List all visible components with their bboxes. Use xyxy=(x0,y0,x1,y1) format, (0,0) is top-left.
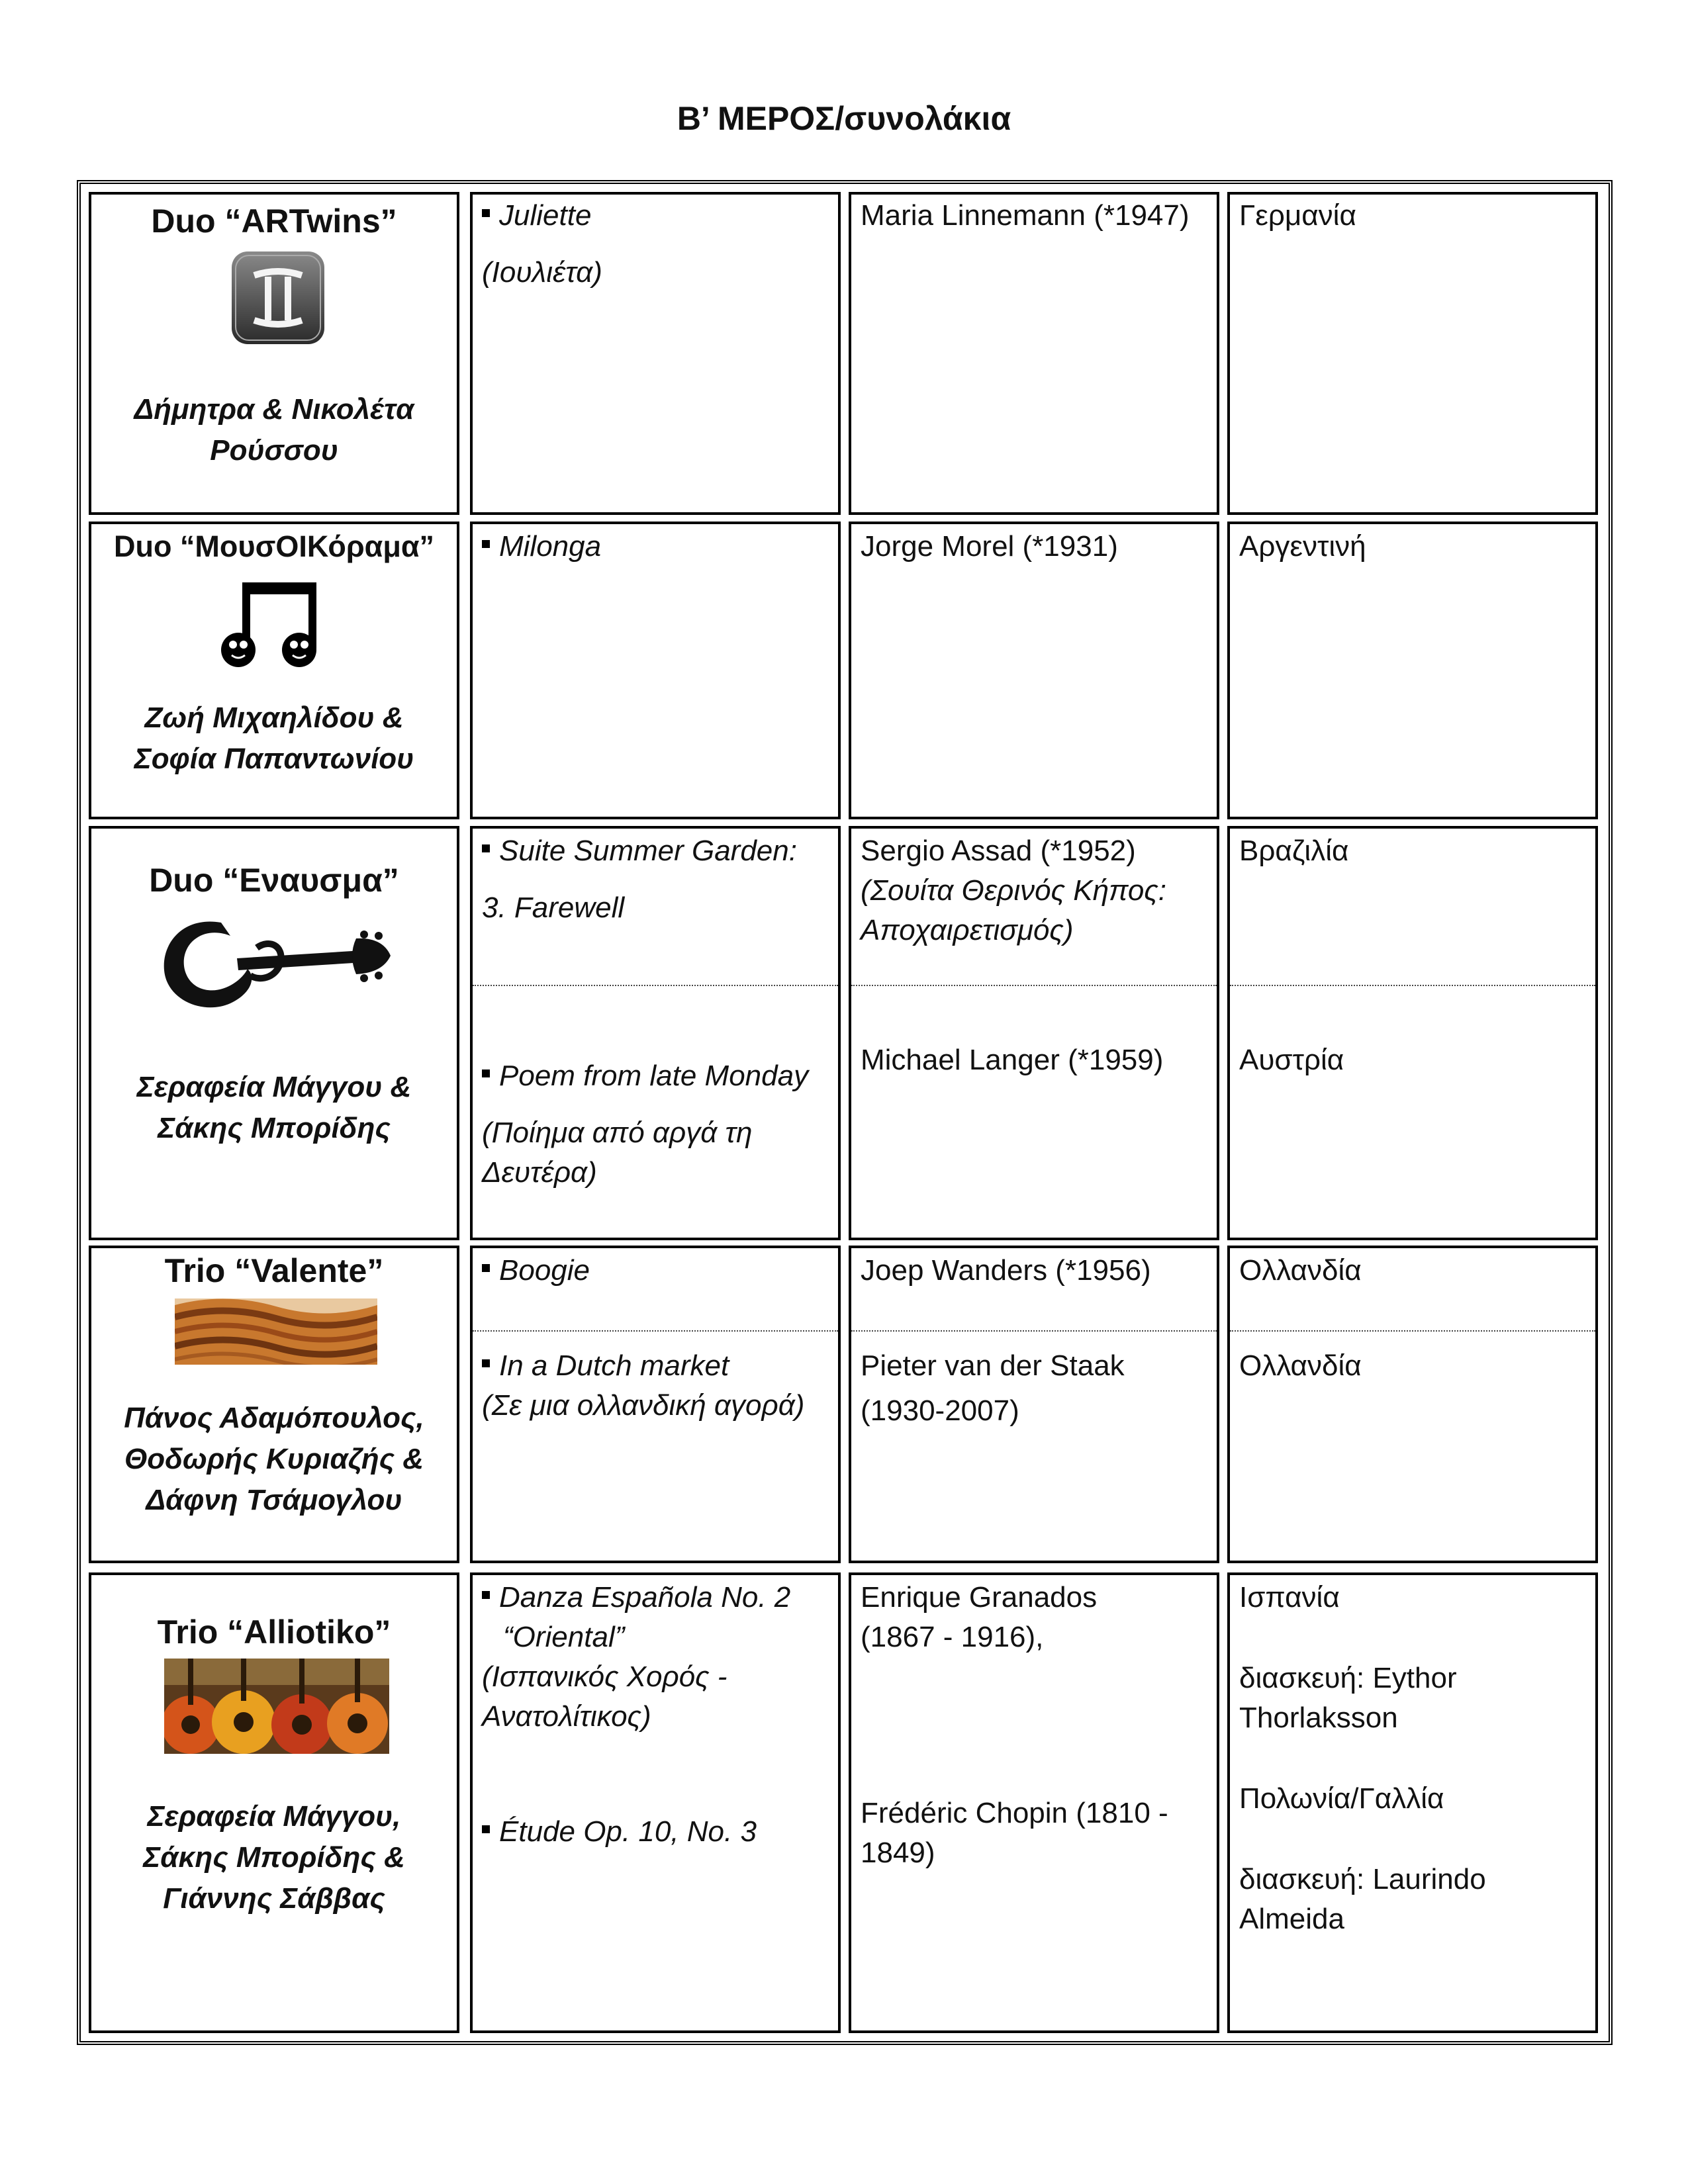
composer-cell xyxy=(849,1572,1219,2033)
arrangement: διασκευή: Eythor xyxy=(1239,1662,1457,1694)
group-name: Duo “ΜουσΟΙΚόραμα” xyxy=(113,529,435,563)
country: Αυστρία xyxy=(1239,1044,1344,1076)
music-notes-icon xyxy=(218,578,331,678)
composer-cell xyxy=(849,1246,1219,1563)
work-translation: (Ποίημα από αργά τη xyxy=(482,1116,753,1149)
composer-name: Michael Langer (*1959) xyxy=(861,1044,1164,1076)
work-title: Danza Española No. 2 xyxy=(482,1578,790,1617)
country: Πολωνία/Γαλλία xyxy=(1239,1782,1444,1815)
country: Αργεντινή xyxy=(1239,530,1366,563)
wood-waves-image xyxy=(175,1298,377,1365)
work-title: Poem from late Monday xyxy=(482,1056,808,1096)
work-title: Suite Summer Garden: xyxy=(482,831,797,871)
group-name: Duo “Εναυσμα” xyxy=(149,862,399,899)
country: Βραζιλία xyxy=(1239,835,1349,867)
group-members: Πάνος Αδαμόπουλος, Θοδωρής Κυριαζής & Δάφνη Τσάμογλου xyxy=(124,1402,424,1516)
arrangement: διασκευή: Laurindo xyxy=(1239,1863,1486,1895)
row-divider xyxy=(1230,1330,1595,1332)
work-translation: (Ισπανικός Χορός - xyxy=(482,1661,727,1693)
composer-cell xyxy=(849,522,1219,819)
country-cell xyxy=(1227,1572,1598,2033)
composer-dates: 1849) xyxy=(861,1837,935,1869)
bullet-icon xyxy=(482,1069,490,1077)
composer-name: Enrique Granados xyxy=(861,1581,1098,1614)
country-cell xyxy=(1227,522,1598,819)
work-cell xyxy=(470,826,841,1240)
work-translation: Ανατολίτικος) xyxy=(482,1700,651,1733)
work-translation: (Σε μια ολλανδική αγορά) xyxy=(482,1389,805,1422)
work-translation: Δευτέρα) xyxy=(482,1156,597,1189)
bullet-icon xyxy=(482,844,490,852)
composer-name: Maria Linnemann (*1947) xyxy=(861,199,1190,232)
work-cell xyxy=(470,1572,841,2033)
work-subtitle: 3. Farewell xyxy=(482,891,625,924)
composer-name: Pieter van der Staak xyxy=(861,1349,1125,1382)
arrangement: Almeida xyxy=(1239,1903,1344,1935)
work-subtitle: “Oriental” xyxy=(503,1621,625,1653)
row-divider xyxy=(473,1330,838,1332)
group-members: Δήμητρα & Νικολέτα Ρούσσου xyxy=(134,393,414,467)
group-name: Trio “Alliotiko” xyxy=(157,1614,391,1651)
bullet-icon xyxy=(482,209,490,217)
work-title: Étude Op. 10, No. 3 xyxy=(482,1812,757,1852)
gemini-zodiac-icon xyxy=(229,249,327,347)
work-cell xyxy=(470,192,841,515)
work-title: In a Dutch market xyxy=(482,1346,729,1386)
group-cell-enausma xyxy=(89,826,459,1240)
arrangement: Thorlaksson xyxy=(1239,1702,1398,1734)
bullet-icon xyxy=(482,540,490,548)
work-translation: (Σουίτα Θερινός Κήπος: xyxy=(861,874,1166,907)
guitar-brush-icon xyxy=(158,909,402,1022)
work-translation: Αποχαιρετισμός) xyxy=(861,914,1074,946)
country: Ισπανία xyxy=(1239,1581,1340,1614)
work-title: Juliette xyxy=(482,196,591,236)
row-divider xyxy=(851,985,1217,986)
composer-name: Sergio Assad (*1952) xyxy=(861,835,1136,867)
country-cell xyxy=(1227,826,1598,1240)
composer-dates: (1930-2007) xyxy=(861,1394,1019,1427)
country: Ολλανδία xyxy=(1239,1349,1362,1382)
composer-name: Jorge Morel (*1931) xyxy=(861,530,1118,563)
composer-name: Joep Wanders (*1956) xyxy=(861,1254,1151,1287)
group-cell-valente xyxy=(89,1246,459,1563)
bullet-icon xyxy=(482,1825,490,1833)
work-translation: (Ιουλιέτα) xyxy=(482,256,602,289)
group-name: Duo “ARTwins” xyxy=(151,203,397,240)
group-cell-alliotiko xyxy=(89,1572,459,2033)
group-cell-artwins xyxy=(89,192,459,515)
row-divider xyxy=(473,985,838,986)
page-title: Β’ ΜΕΡΟΣ/συνολάκια xyxy=(677,100,1011,137)
row-divider xyxy=(1230,985,1595,986)
colorful-guitars-image xyxy=(164,1659,389,1754)
country: Ολλανδία xyxy=(1239,1254,1362,1287)
composer-name: Frédéric Chopin (1810 - xyxy=(861,1797,1168,1829)
work-cell xyxy=(470,522,841,819)
composer-dates: (1867 - 1916), xyxy=(861,1621,1044,1653)
group-members: Ζωή Μιχαηλίδου & Σοφία Παπαντωνίου xyxy=(134,702,414,775)
bullet-icon xyxy=(482,1359,490,1367)
bullet-icon xyxy=(482,1264,490,1272)
work-cell xyxy=(470,1246,841,1563)
group-members: Σεραφεία Μάγγου & Σάκης Μπορίδης xyxy=(136,1071,412,1144)
country-cell xyxy=(1227,192,1598,515)
row-divider xyxy=(851,1330,1217,1332)
group-name: Trio “Valente” xyxy=(164,1252,384,1289)
composer-cell xyxy=(849,192,1219,515)
group-members: Σεραφεία Μάγγου, Σάκης Μπορίδης & Γιάννης Σάββας xyxy=(143,1800,405,1915)
country: Γερμανία xyxy=(1239,199,1356,232)
work-title: Milonga xyxy=(482,527,601,567)
bullet-icon xyxy=(482,1591,490,1599)
work-title: Boogie xyxy=(482,1251,590,1291)
group-cell-mousoikorama xyxy=(89,522,459,819)
country-cell xyxy=(1227,1246,1598,1563)
composer-cell xyxy=(849,826,1219,1240)
